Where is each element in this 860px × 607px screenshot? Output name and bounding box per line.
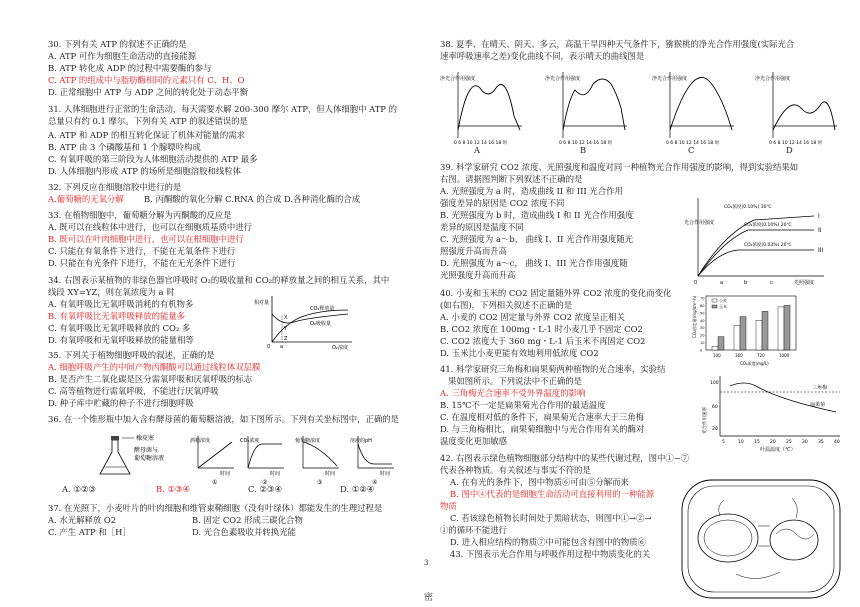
q38-d-ylabel: 净光合作用强度 (755, 76, 791, 82)
right-text-line: B (580, 145, 587, 155)
q41-xtick: 35 (818, 440, 824, 445)
left-text-line: B. ATP 转化成 ADP 的过程中需要酶的参与 (48, 63, 212, 73)
left-text-line: B. 丙酮酸的氧化分解 C.RNA 的合成 D.各种消化酶的合成 (144, 194, 361, 204)
q41-y20: 20 (712, 427, 718, 432)
q40-ytick: 30 (700, 326, 705, 331)
right-text-line: B. 15℃不一定是扁果菊光合作用的最适温度 (440, 400, 606, 410)
q39-xa: a (720, 280, 724, 286)
q40-ytick: 60 (700, 303, 705, 308)
left-text-line: A. 水光解释放 O2 (48, 515, 117, 525)
q38-graphs (440, 68, 850, 150)
q39-series-3: CO₂浓度(0.03%) 20℃ (744, 243, 792, 248)
q40-legend-wheat: 小麦 (719, 298, 727, 303)
q41-xtick: 30 (802, 440, 808, 445)
q41-graph (700, 372, 848, 454)
left-text-line: 37. 在光照下，小麦叶片的叶肉细胞和维管束鞘细胞（没有叶绿体）都能发生的生理过程是 (48, 503, 383, 513)
q39-r3: III (818, 247, 824, 254)
left-text-line: B. 既可以在叶肉细胞中进行，也可以在根细胞中进行 (48, 234, 244, 244)
q36-g1-ylabel: 酒精浓度 (190, 438, 211, 444)
left-text-line: A. 既可以在线粒体中进行，也可以在细胞质基质中进行 (48, 222, 252, 232)
left-text-line: 线段 XY=YZ，则在氧浓度为 a 时 (48, 287, 175, 297)
q39-xb: b (744, 280, 748, 286)
q41-y60: 60 (712, 405, 718, 410)
right-text-line: 38. 夏季、在晴天、阴天、多云，高温干旱四种天气条件下，猕猴桃的净光合作用强度(实际光合 (440, 39, 795, 49)
q40-bar-wheat (734, 325, 740, 350)
seal-mark: 密 (424, 593, 434, 603)
left-text-line: 35. 下列关于植物细胞呼吸的叙述，正确的是 (48, 350, 215, 360)
left-text-line: C. 有氧呼吸的第三阶段为人体细胞活动提供的 ATP 最多 (48, 154, 258, 164)
right-text-line: ①的循环不能进行 (440, 525, 507, 535)
q36-label-stopper: 橡皮塞 (136, 435, 155, 442)
right-text-line: A. 光照强度为 a 时，造成曲线 II 和 III 光合作用 (440, 186, 623, 196)
q36-g3-xlabel: 时间 (325, 471, 336, 477)
left-text-line: D. 光合色素吸收并转换光能 (192, 527, 296, 537)
q41-xtick: 20 (770, 440, 776, 445)
right-text-line: A. 在有光的条件下，图中物质⑥可由⑤分解而来 (450, 477, 629, 487)
q40-xlabel: CO₂浓度(mg/L) (740, 361, 769, 366)
right-text-line: A. 小麦的 CO2 固定量与外界 CO2 浓度呈正相关 (440, 312, 625, 322)
q41-ylabel: 光合作用速率 (703, 407, 708, 434)
left-text-line: C. 有氧呼吸比无氧呼吸释放的 CO₂ 多 (48, 323, 191, 333)
right-text-line: 41. 科学家研究三角梅和扁果菊两种植物的光合速率，实验结 (440, 364, 666, 374)
q40-tick-label: 1000 (779, 353, 790, 358)
q34-ylabel: 相对量 (254, 300, 270, 306)
q41-xtick: 25 (786, 440, 792, 445)
q34-label-co2: CO₂释放量 (310, 306, 335, 312)
left-text-line: D. 人体细胞内形成 ATP 的场所是细胞溶胶和线粒体 (48, 166, 241, 176)
left-text-line: B. ATP 由 3 个磷酸基和 1 个腺嘌呤构成 (48, 142, 201, 152)
right-text-line: D. 进入相应结构的物质⑦中可能包含有图中的物质⑥ (450, 537, 646, 547)
right-text-line: D. 光照强度为 a～c， 曲线 I、III 光合作用强度随 (440, 258, 628, 268)
left-text-line: 32. 下列反应在细胞溶胶中进行的是 (48, 182, 182, 192)
right-text-line: 照强度升高而升高 (440, 246, 507, 256)
right-text-line: 40. 小麦和玉米的 CO2 固定量随外界 CO2 浓度的变化而变化 (440, 288, 672, 298)
q34-label-o2: O₂吸收量 (310, 321, 331, 327)
q40-ylabel: CO₂固定量(mg/dm²·h) (692, 295, 697, 338)
left-text-line: D. ①②④ (340, 484, 375, 494)
right-text-line: 速率呼吸速率之差)变化曲线不同，表示晴天的曲线图是 (440, 51, 645, 61)
q34-a: a (280, 344, 284, 350)
q34-x: X (284, 315, 288, 321)
right-text-line: B. 光照强度为 b 时，造成曲线 I 和 II 光合作用强度 (440, 210, 634, 220)
left-text-line: C. ②③④ (248, 484, 282, 494)
right-text-line: C. 在温度相对低的条件下，扁果菊光合速率大于三角梅 (440, 412, 645, 422)
right-text-line: 强度差异的原因是 CO2 浓度不同 (440, 198, 565, 208)
q40-ytick: 50 (700, 311, 705, 316)
left-text-line: 31. 人体细胞进行正常的生命活动，每天需要水解 200-300 摩尔 ATP，但人体细胞中 ATP 的 (48, 104, 397, 114)
q40-bar-wheat (756, 320, 762, 350)
left-text-line: B. 固定 CO2 形成三碳化合物 (192, 515, 303, 525)
right-text-line: C. 光照强度为 a～b， 曲线 I、II 光合作用强度随光 (440, 234, 634, 244)
q38-b-ticks: 0 6 8 10 12 14 16 18 时 (559, 141, 613, 146)
q39-xc: c (770, 280, 773, 286)
left-text-line: C. 只能在有氧条件下进行，不能在无氧条件下进行 (48, 246, 236, 256)
q41-xtick: 40 (834, 440, 840, 445)
q40-bar-corn (784, 305, 790, 350)
left-text-line: A. ①②③ (62, 484, 96, 494)
q36-figure (90, 432, 420, 484)
left-text-line: D. 有氧呼吸和无氧呼吸释放的能量相等 (48, 335, 194, 345)
q41-xlabel: 叶温温度（℃） (760, 447, 796, 453)
q40-ytick: 40 (700, 318, 705, 323)
q41-xtick: 10 (738, 440, 744, 445)
right-text-line: 43. 下图表示光合作用与呼吸作用过程中物质变化的关 (450, 549, 651, 559)
q38-a-ticks: 0 6 8 10 12 14 16 18 时 (454, 141, 508, 146)
q38-d-ticks: 0 6 8 10 12 14 16 18 时 (769, 141, 823, 146)
q38-c-ylabel: 净光合作用强度 (652, 76, 688, 82)
q40-ytick: 20 (700, 333, 705, 338)
q36-g3-ylabel: 葡萄糖浓度 (295, 438, 321, 444)
right-text-line: 果如图所示。下列说法中不正确的是 (448, 376, 582, 386)
right-text-line: C (688, 145, 695, 155)
right-text-line: 温度变化更加敏感 (440, 436, 507, 446)
q40-bar-wheat (712, 346, 718, 350)
q40-ytick: 70 (700, 296, 705, 301)
page-number: 3 (424, 559, 429, 567)
q39-graph (684, 194, 844, 292)
q40-tick-label: 100 (713, 353, 721, 358)
q40-bar-corn (740, 317, 746, 350)
right-text-line: 右图。请据图判断下列叙述不正确的是 (440, 174, 583, 184)
right-text-line: C. CO2 浓度大于 360 mg・L-1 后玉米不再固定 CO2 (440, 336, 646, 346)
q36-g2-num: ② (262, 479, 268, 484)
left-text-line: C. 高等植物进行需氧呼吸，不能进行厌氧呼吸 (48, 386, 219, 396)
left-text-line: A. 细胞呼吸产生的中间产物丙酮酸可以通过线粒体双层膜 (48, 362, 261, 372)
left-text-line: D. 只能在有光条件下进行，不能在无光条件下进行 (48, 258, 236, 268)
q34-y: Y (284, 326, 288, 332)
left-text-line: D. 种子库中贮藏的种子不进行细胞呼吸 (48, 398, 194, 408)
left-text-line: 36. 在一个锥形瓶中加入含有酵母菌的葡萄糖溶液，如下图所示。下列有关坐标图中，正确的是 (48, 414, 399, 424)
right-text-line: D (786, 145, 793, 155)
q36-g2-xlabel: 时间 (270, 471, 281, 477)
left-text-line: A. ATP 和 ADP 的相互转化保证了机体对能量的需求 (48, 130, 245, 140)
q36-g4-ylabel: 溶液的pH (350, 438, 372, 444)
right-text-line: D. 玉米比小麦更能有效地利用低浓度 CO2 (440, 348, 599, 358)
right-text-line: B. CO2 浓度在 100mg・L-1 时小麦几乎不固定 CO2 (440, 324, 643, 334)
q38-b-ylabel: 净光合作用强度 (545, 76, 581, 82)
left-text-line: 33. 在植物细胞中，葡萄糖分解为丙酮酸的反应是 (48, 210, 232, 220)
q40-legend-corn: 玉米 (719, 304, 727, 309)
q40-bar-chart (692, 294, 802, 368)
left-text-line: 30. 下列有关 ATP 的叙述不正确的是 (48, 39, 187, 49)
q39-series-1: CO₂浓度(0.10%) 30℃ (724, 205, 772, 210)
q36-g2-ylabel: CO₂浓度 (240, 438, 260, 444)
q40-bar-wheat (778, 307, 784, 350)
q36-g3-num: ③ (317, 479, 323, 484)
q40-ytick: 0 (700, 348, 703, 353)
q38-a-ylabel: 净光合作用强度 (440, 76, 476, 82)
right-text-line: 代表各种物质。有关叙述与事实不符的是 (440, 465, 591, 475)
q36-g1-xlabel: 时间 (220, 471, 231, 477)
right-text-line: B. 图中④代表的是细胞生命活动可直接利用的一种能源 (450, 489, 655, 499)
left-text-line: B. ①③④ (156, 484, 191, 494)
right-text-line: A. 三角梅光合速率不受外界温度的影响 (440, 388, 586, 398)
left-text-line: D. 正常细胞中 ATP 与 ADP 之间的转化处于动态平衡 (48, 87, 248, 97)
right-text-line: C. 若该绿色植物长时间处于黑暗状态，则图中①→②→ (450, 513, 652, 523)
q40-tick-label: 360 (735, 353, 743, 358)
q39-ylabel: 光合作用强度 (684, 220, 715, 226)
right-text-line: 差异的原因是温度不同 (440, 222, 524, 232)
q34-graph (252, 292, 356, 350)
q41-series-2: 扁果菊 (810, 402, 826, 408)
right-text-line: D. 与三角梅相比，扁果菊细胞中与光合作用有关的酶对 (440, 424, 645, 434)
left-text-line: C. ATP 的组成中与脂肪酶相同的元素只有 C、H、O (48, 75, 245, 85)
q41-xtick: 5 (722, 440, 725, 445)
right-text-line: (如右图)，下列相关叙述不正确的是 (440, 300, 573, 310)
q34-z: Z (284, 336, 288, 342)
left-text-line: 34. 右图表示某植物的非绿色器官呼吸时 O₂的吸收量和 CO₂的释放量之间的相互关系，其中 (48, 275, 390, 285)
q36-g4-xlabel: 时间 (380, 471, 391, 477)
q39-r1: I (818, 213, 820, 220)
q36-g1-num: ① (212, 479, 218, 484)
left-text-line: A. ATP 可作为细胞生命活动的直接能源 (48, 51, 197, 61)
left-text-line: A. 有氧呼吸比无氧呼吸消耗的有机物多 (48, 299, 194, 309)
q40-bar-corn (762, 311, 768, 350)
right-text-line: 42. 右图表示绿色植物细胞部分结构中的某些代谢过程，图中①~⑦ (440, 453, 690, 463)
q42-cell-diagram (676, 476, 846, 604)
q40-tick-label: 720 (757, 353, 765, 358)
q40-ytick: 10 (700, 341, 705, 346)
q36-g4-num: ④ (372, 479, 378, 484)
q39-origin: 0 (694, 280, 698, 286)
left-text-line: 总量只有约 0.1 摩尔。下列有关 ATP 的叙述错误的是 (48, 116, 248, 126)
q39-xlabel: 光照强度 (794, 280, 815, 286)
q36-label-solution: 葡萄糖溶液 (134, 455, 165, 462)
q41-xtick: 15 (754, 440, 760, 445)
left-text-line: C. 产生 ATP 和［H］ (48, 527, 131, 537)
q39-r2: II (818, 227, 822, 234)
left-text-line: B. 有氧呼吸比无氧呼吸释放的能量多 (48, 311, 186, 321)
right-text-line: 物质 (440, 501, 457, 511)
q36-label-yeast: 酵母菌与 (134, 447, 159, 454)
right-text-line: A (474, 145, 481, 155)
right-text-line: 光照强度升高而升高 (440, 270, 516, 280)
q34-xlabel: O₂浓度 (332, 345, 348, 350)
q41-y100: 100 (710, 381, 719, 386)
left-text-line: A.葡萄糖的无氧分解 (48, 194, 124, 204)
q38-c-ticks: 0 6 8 10 12 14 16 18 时 (666, 141, 720, 146)
left-text-line: B. 是否产生二氧化碳是区分需氧呼吸和厌氧呼吸的标志 (48, 374, 253, 384)
q40-bar-corn (718, 337, 724, 350)
q34-origin: 0 (267, 344, 271, 350)
q41-series-1: 三角梅 (812, 385, 828, 391)
right-text-line: 39. 科学家研究 CO2 浓度、光照强度和温度对同一种植物光合作用强度的影响，得到实验结果如 (440, 162, 799, 172)
q39-series-2: CO₂浓度(0.10%) 20℃ (744, 223, 792, 228)
